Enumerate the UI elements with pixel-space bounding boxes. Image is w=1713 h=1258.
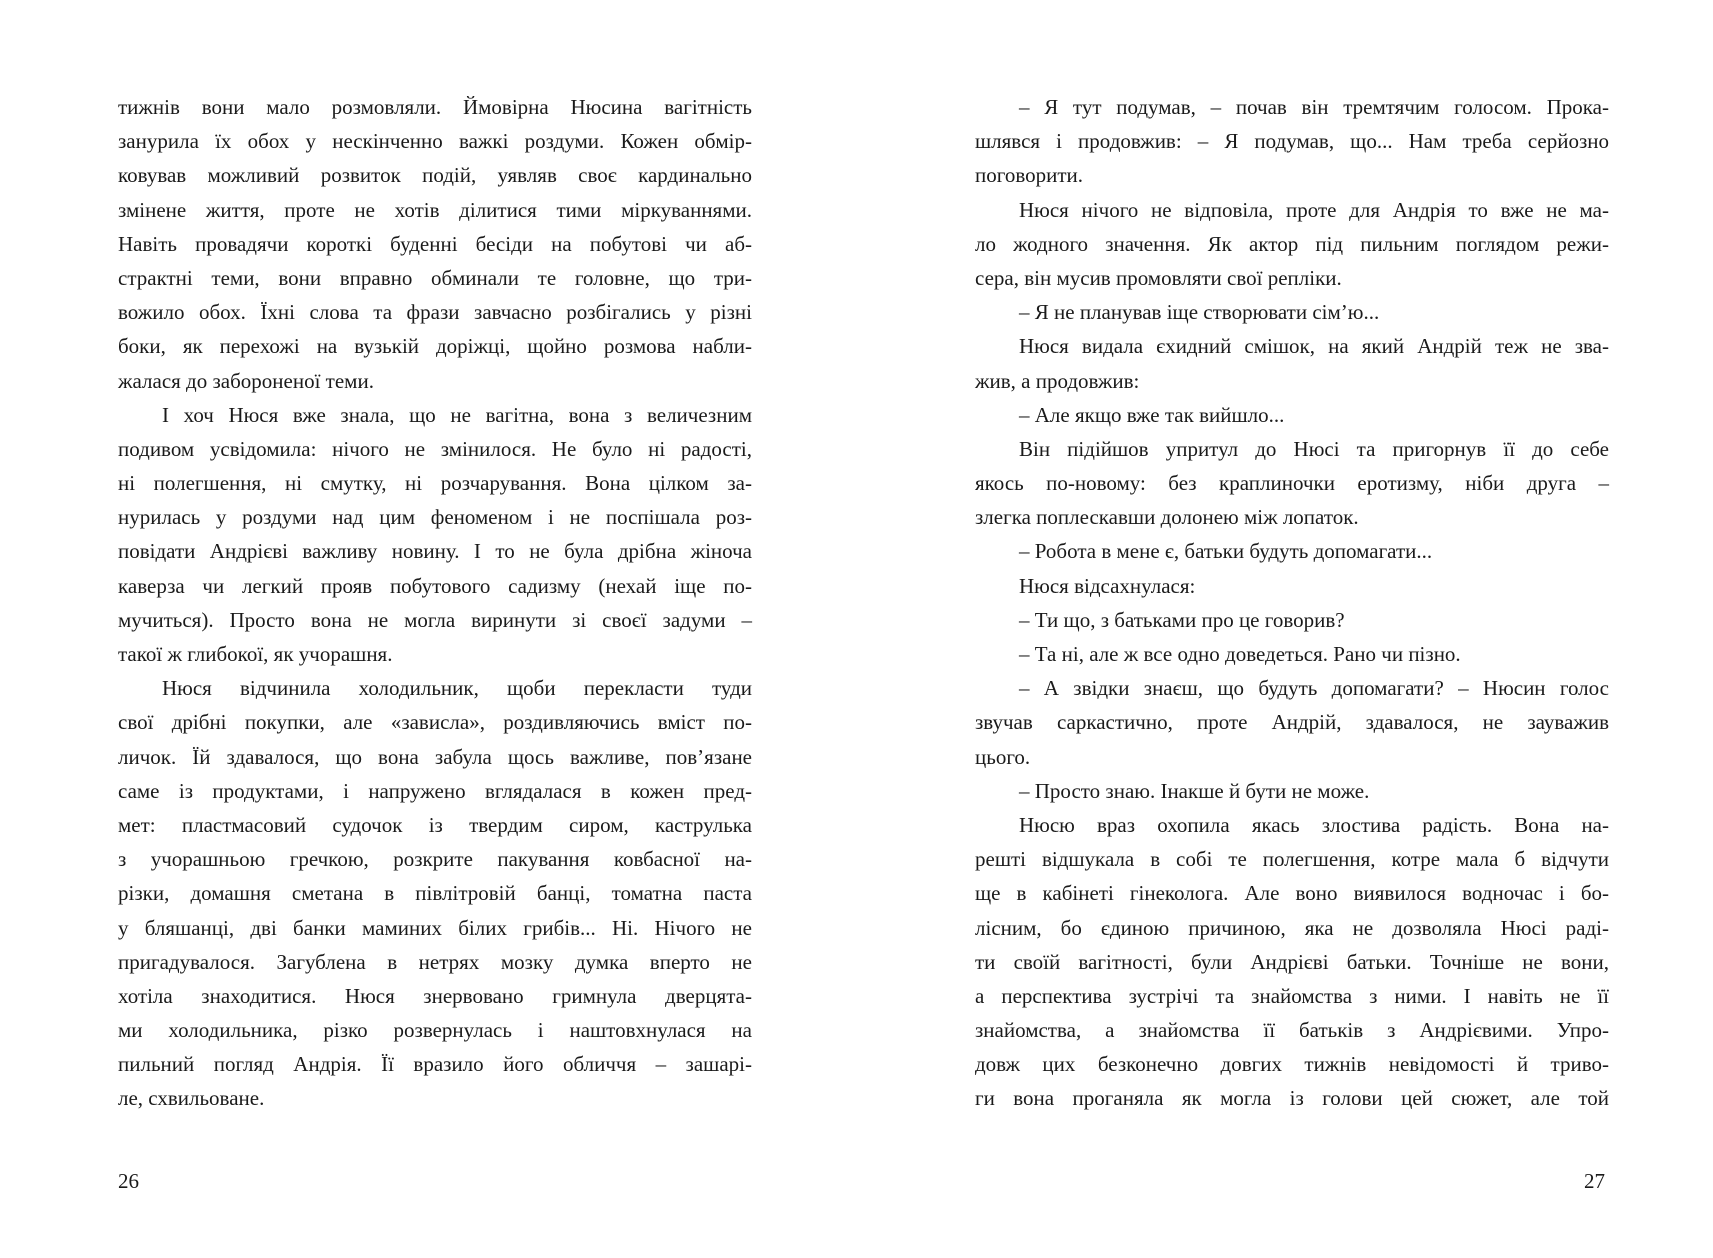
left-page-text bbox=[118, 90, 752, 1116]
text-line: ні полегшення, ні смутку, ні розчарування. Вона цілком за- bbox=[118, 471, 752, 496]
right-page-text bbox=[975, 90, 1609, 1116]
text-line: ти своїй вагітності, були Андрієві батьки. Точніше не вони, bbox=[975, 949, 1609, 974]
left-page bbox=[118, 90, 752, 1116]
text-line: мучиться). Просто вона не могла виринути зі своєї задуми – bbox=[118, 607, 752, 632]
text-line: – Робота в мене є, батьки будуть допомагати... bbox=[1019, 539, 1433, 564]
text-line: мет: пластмасовий судочок із твердим сиром, каструлька bbox=[118, 812, 752, 837]
text-line: – Ти що, з батьками про це говорив? bbox=[1019, 607, 1345, 632]
text-line: Нюся нічого не відповіла, проте для Андрія то вже не ма- bbox=[1019, 197, 1609, 222]
right-page-number: 27 bbox=[1584, 1169, 1605, 1193]
text-line: свої дрібні покупки, але «зависла», роздивляючись вміст по- bbox=[118, 710, 752, 735]
text-line: решті відшукала в собі те полегшення, котре мала б відчути bbox=[975, 847, 1609, 872]
text-line: поговорити. bbox=[975, 163, 1084, 188]
text-line: звучав саркастично, проте Андрій, здавалося, не зауважив bbox=[975, 710, 1609, 735]
text-line: – Просто знаю. Інакше й бути не може. bbox=[1019, 778, 1370, 803]
text-line: Нюся видала єхидний смішок, на який Андрій теж не зва- bbox=[1019, 334, 1609, 359]
text-line: змінене життя, проте не хотів ділитися тими міркуваннями. bbox=[118, 197, 752, 222]
text-line: хотіла знаходитися. Нюся знервовано гримнула дверцята- bbox=[118, 983, 752, 1008]
text-line: ми холодильника, різко розвернулась і наштовхнулася на bbox=[118, 1018, 752, 1043]
text-line: ле, схвильоване. bbox=[118, 1086, 265, 1111]
text-line: злегка поплескавши долонею між лопаток. bbox=[975, 505, 1359, 530]
right-page bbox=[975, 90, 1609, 1116]
text-line: – Але якщо вже так вийшло... bbox=[1019, 402, 1285, 427]
text-line: личок. Їй здавалося, що вона забула щось важливе, пов’язане bbox=[118, 744, 752, 769]
text-line: тижнів вони мало розмовляли. Ймовірна Нюсина вагітність bbox=[118, 95, 752, 119]
text-line: Навіть провадячи короткі буденні бесіди на побутові чи аб- bbox=[118, 231, 752, 256]
text-line: – Я не планував іще створювати сім’ю... bbox=[1019, 300, 1380, 325]
text-line: пильний погляд Андрія. Її вразило його обличчя – зашарі- bbox=[118, 1052, 752, 1077]
text-line: – А звідки знаєш, що будуть допомагати? – Нюсин голос bbox=[1019, 676, 1609, 701]
text-line: страктні теми, вони вправно обминали те головне, що три- bbox=[118, 265, 752, 290]
text-line: лісним, бо єдиною причиною, яка не дозволяла Нюсі раді- bbox=[975, 915, 1609, 940]
text-line: пригадувалося. Загублена в нетрях мозку думка вперто не bbox=[118, 949, 752, 974]
text-line: жив, а продовжив: bbox=[975, 368, 1140, 393]
text-line: а перспектива зустрічі та знайомства з ними. І навіть не її bbox=[975, 983, 1609, 1008]
text-line: якось по-новому: без краплиночки еротизму, ніби друга – bbox=[975, 471, 1609, 496]
text-line: знайомства, а знайомства її батьків з Андрієвими. Упро- bbox=[975, 1018, 1609, 1043]
text-line: з учорашньою гречкою, розкрите пакування ковбасної на- bbox=[118, 847, 752, 872]
text-line: Нюся відсахнулася: bbox=[1019, 573, 1196, 598]
text-line: різки, домашня сметана в півлітровій банці, томатна паста bbox=[118, 881, 752, 906]
text-line: вожило обох. Їхні слова та фрази завчасно розбігались у різні bbox=[118, 300, 752, 325]
text-line: каверза чи легкий прояв побутового садизму (нехай іще по- bbox=[118, 573, 752, 598]
text-line: подивом усвідомила: нічого не змінилося. Не було ні радості, bbox=[118, 436, 752, 461]
text-line: ги вона проганяла як могла із голови цей сюжет, але той bbox=[975, 1086, 1609, 1111]
text-line: жалася до забороненої теми. bbox=[118, 368, 374, 393]
text-line: саме із продуктами, і напружено вглядалася в кожен пред- bbox=[118, 778, 752, 803]
text-line: ло жодного значення. Як актор під пильним поглядом режи- bbox=[975, 231, 1609, 256]
text-line: сера, він мусив промовляти свої репліки. bbox=[975, 265, 1342, 290]
text-line: у бляшанці, дві банки маминих білих грибів... Ні. Нічого не bbox=[118, 915, 752, 940]
text-line: довж цих безконечно довгих тижнів невідомості й триво- bbox=[975, 1052, 1609, 1077]
text-line: цього. bbox=[975, 744, 1031, 769]
text-line: – Я тут подумав, – почав він тремтячим голосом. Прока- bbox=[1019, 95, 1609, 119]
text-line: – Та ні, але ж все одно доведеться. Рано чи пізно. bbox=[1019, 642, 1461, 666]
text-line: І хоч Нюся вже знала, що не вагітна, вона з величезним bbox=[162, 402, 752, 427]
text-line: ще в кабінеті гінеколога. Але воно виявилося водночас і бо- bbox=[975, 881, 1609, 906]
text-line: Він підійшов упритул до Нюсі та пригорнув її до себе bbox=[1019, 436, 1609, 461]
text-line: боки, як перехожі на вузькій доріжці, щойно розмова набли- bbox=[118, 334, 752, 359]
text-line: занурила їх обох у нескінченно важкі роздуми. Кожен обмір- bbox=[118, 129, 752, 154]
text-line: ковував можливий розвиток подій, уявляв своє кардинально bbox=[118, 163, 752, 188]
text-line: Нюсю враз охопила якась злостива радість. Вона на- bbox=[1019, 812, 1609, 837]
left-page-number: 26 bbox=[118, 1169, 139, 1193]
text-line: такої ж глибокої, як учорашня. bbox=[118, 642, 393, 666]
text-line: Нюся відчинила холодильник, щоби перекласти туди bbox=[162, 676, 752, 701]
text-line: повідати Андрієві важливу новину. І то не була дрібна жіноча bbox=[118, 539, 752, 564]
text-line: шлявся і продовжив: – Я подумав, що... Нам треба серйозно bbox=[975, 129, 1609, 154]
text-line: нурилась у роздуми над цим феноменом і не поспішала роз- bbox=[118, 505, 752, 530]
